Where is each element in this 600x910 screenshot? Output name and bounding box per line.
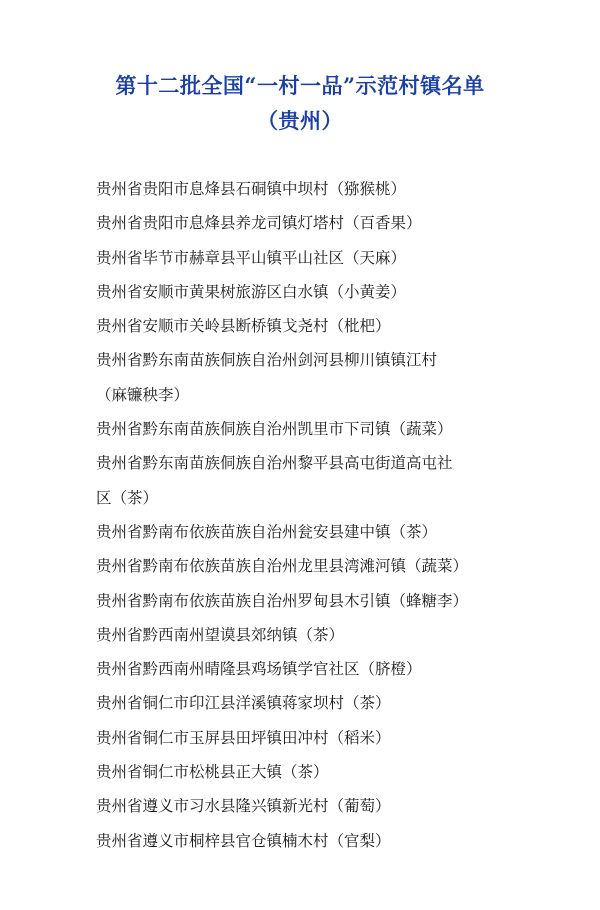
list-item: 贵州省毕节市赫章县平山镇平山社区（天麻） [96,248,407,267]
list-item-continuation: （麻镰秧李） [96,385,190,404]
list-item: 贵州省安顺市黄果树旅游区白水镇（小黄姜） [96,282,407,301]
list-item: 贵州省黔东南苗族侗族自治州剑河县柳川镇镇江村 [96,351,438,370]
list-item: 贵州省铜仁市印江县洋溪镇蒋家坝村（茶） [96,694,391,713]
list-item: 贵州省贵阳市息烽县石硐镇中坝村（猕猴桃） [96,180,407,198]
list-item: 贵州省黔南布依族苗族自治州龙里县湾滩河镇（蔬菜） [96,557,469,576]
list-item: 贵州省铜仁市玉屏县田坪镇田冲村（稻米） [96,728,391,747]
list-item: 贵州省黔南布依族苗族自治州罗甸县木引镇（蜂糖李） [96,591,469,610]
list-item: 贵州省遵义市习水县隆兴镇新光村（葡萄） [96,797,391,816]
list-item-continuation: 区（茶） [96,488,159,507]
list-item: 贵州省黔南布依族苗族自治州瓮安县建中镇（茶） [96,522,438,541]
document-subtitle-region: （贵州） [257,108,343,133]
list-item: 贵州省黔西南州晴隆县鸡场镇学官社区（脐橙） [96,660,422,679]
list-item: 贵州省安顺市关岭县断桥镇戈尧村（枇杷） [96,317,391,336]
document-title: 第十二批全国“一村一品”示范村镇名单 [115,73,485,98]
list-item: 贵州省黔东南苗族侗族自治州凯里市下司镇（蔬菜） [96,420,453,439]
list-item: 贵州省黔西南州望谟县郊纳镇（茶） [96,625,345,644]
list-item: 贵州省遵义市桐梓县官仓镇楠木村（官梨） [96,831,391,850]
village-town-list [96,172,516,858]
list-item: 贵州省黔东南苗族侗族自治州黎平县高屯街道高屯社 [96,454,453,473]
list-item: 贵州省贵阳市息烽县养龙司镇灯塔村（百香果） [96,214,422,233]
list-item: 贵州省铜仁市松桃县正大镇（茶） [96,763,329,782]
